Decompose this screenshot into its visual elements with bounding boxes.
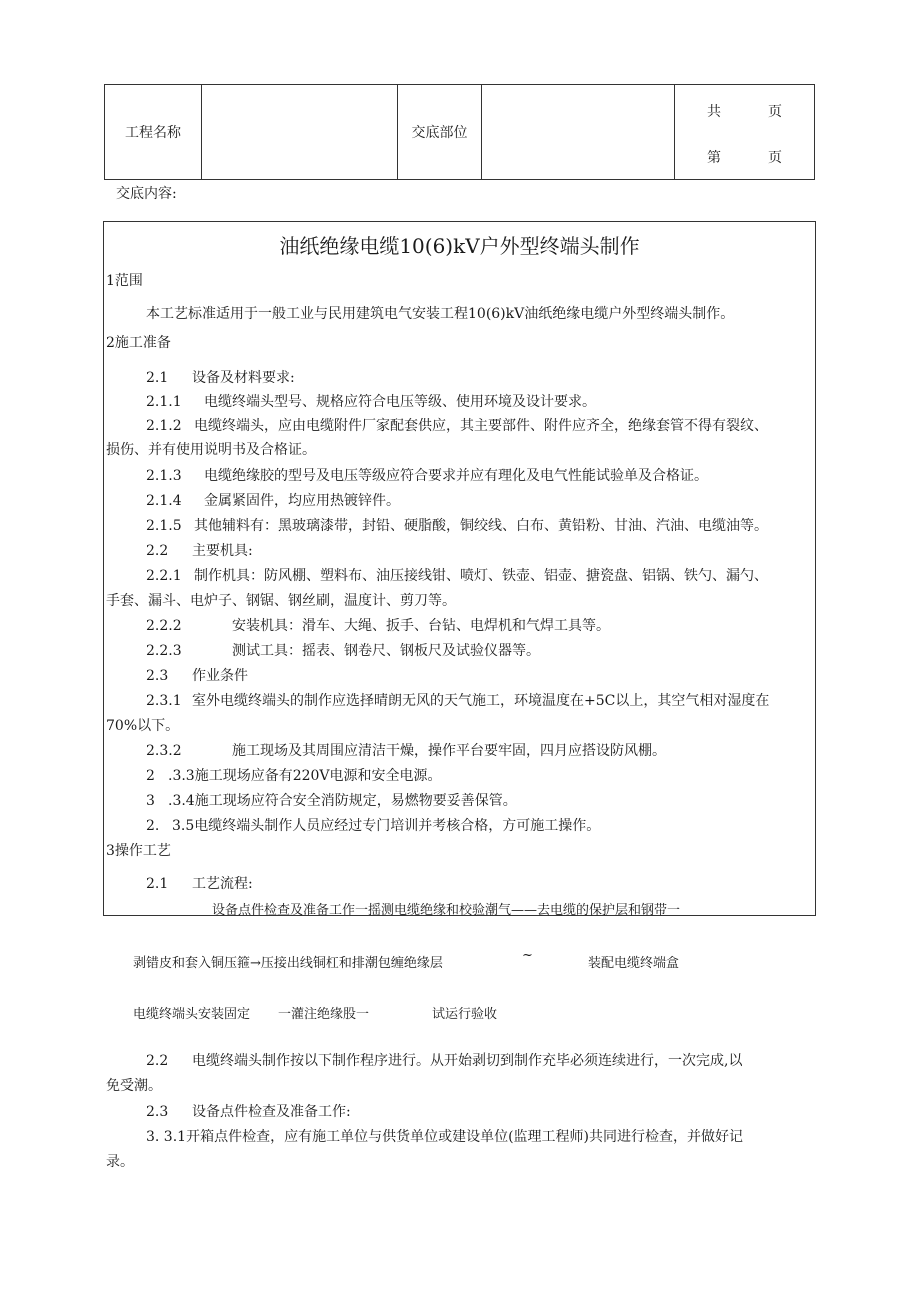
page-number: 第 页 xyxy=(707,150,782,166)
item-2-2-1-cont: 手套、漏斗、电炉子、钢锯、钢丝刷，温度计、剪刀等。 xyxy=(106,593,456,609)
item-2-3-4: 3 .3.4施工现场应符合安全消防规定，易燃物要妥善保管。 xyxy=(146,793,517,809)
item-2-3-5: 2. 3.5电缆终端头制作人员应经过专门培训并考核合格，方可施工操作。 xyxy=(146,818,601,834)
process-flow-tilde: ~ xyxy=(522,948,533,963)
process-flow-line-3a: 电缆终端头安装固定 xyxy=(133,1007,251,1022)
process-flow-line-3b: 一灌注绝缘股一 xyxy=(278,1007,370,1022)
section-1-heading: 1范围 xyxy=(106,273,143,289)
item-2-2b: 2.2 电缆终端头制作按以下制作程序进行。从开始剥切到制作充毕必须连续进行，一次完成,以 xyxy=(146,1053,743,1069)
project-name-label: 工程名称 xyxy=(105,85,202,180)
total-pages: 共 页 xyxy=(707,104,782,120)
item-2-2b-cont: 免受潮。 xyxy=(106,1078,162,1094)
document-title: 油纸绝缘电缆10(6)kV户外型终端头制作 xyxy=(279,234,640,258)
page-count-cell xyxy=(675,85,815,180)
item-2-3b: 2.3 设备点件检查及准备工作: xyxy=(146,1104,351,1120)
section-3-heading: 3操作工艺 xyxy=(106,843,171,859)
item-2-1-5: 2.1.5 其他辅料有：黑玻璃漆带，封铅、硬脂酸，铜绞线、白布、黄铅粉、甘油、汽油、电缆油等。 xyxy=(146,518,768,534)
item-2-1-3: 2.1.3 电缆绝缘胶的型号及电压等级应符合要求并应有理化及电气性能试验单及合格证。 xyxy=(146,468,708,484)
item-2-3-3: 2 .3.3施工现场应备有220V电源和安全电源。 xyxy=(146,768,442,784)
process-flow-line-1: 设备点件检查及准备工作一摇测电缆绝缘和校验潮气——去电缆的保护层和钢带一 xyxy=(212,903,681,918)
item-2-1-2: 2.1.2 电缆终端头，应由电缆附件厂家配套供应，其主要部件、附件应齐全，绝缘套管不得有裂纹、 xyxy=(146,418,768,434)
item-2-3: 2.3 作业条件 xyxy=(146,668,248,684)
item-2-1: 2.1 设备及材料要求: xyxy=(146,370,295,386)
intro-label: 交底内容: xyxy=(116,186,177,202)
item-2-3-1-cont: 70%以下。 xyxy=(106,718,180,734)
item-2-2-3: 2.2.3 测试工具：摇表、钢卷尺、钢板尺及试验仪器等。 xyxy=(146,643,540,659)
item-2-3-1: 2.3.1 室外电缆终端头的制作应选择晴朗无风的天气施工，环境温度在+5C以上，其空气相对湿度在 xyxy=(146,693,770,709)
item-2-2-1: 2.2.1 制作机具：防风棚、塑料布、油压接线钳、喷灯、铁壶、铝壶、搪瓷盘、铝锅、铁勺、漏勺、 xyxy=(146,568,768,584)
process-flow-line-2c: 装配电缆终端盒 xyxy=(588,956,680,971)
item-2-2-2: 2.2.2 安装机具：滑车、大绳、扳手、台钻、电焊机和气焊工具等。 xyxy=(146,618,610,634)
location-value xyxy=(482,85,675,180)
item-3-1: 2.1 工艺流程: xyxy=(146,876,253,892)
content-box xyxy=(103,221,816,916)
section-2-heading: 2施工准备 xyxy=(106,335,171,351)
header-table xyxy=(104,84,815,180)
item-2-1-1: 2.1.1 电缆终端头型号、规格应符合电压等级、使用环境及设计要求。 xyxy=(146,394,596,410)
item-2-1-4: 2.1.4 金属紧固件，均应用热镀锌件。 xyxy=(146,493,400,509)
item-2-2: 2.2 主要机具: xyxy=(146,543,253,559)
item-2-1-2-cont: 损伤、并有使用说明书及合格证。 xyxy=(106,442,316,458)
item-3-3-1-cont: 录。 xyxy=(106,1154,134,1170)
item-2-3-2: 2.3.2 施工现场及其周围应清洁干燥，操作平台要牢固，四月应搭设防风棚。 xyxy=(146,743,666,759)
process-flow-line-2a: 剥错皮和套入铜压箍→压接出线铜杠和排潮包缠绝缘层 xyxy=(133,956,443,971)
location-label: 交底部位 xyxy=(398,85,482,180)
project-name-value xyxy=(202,85,398,180)
item-3-3-1: 3. 3.1开箱点件检查，应有施工单位与供货单位或建设单位(监理工程师)共同进行检查，并做好记 xyxy=(146,1129,743,1145)
section-1-text: 本工艺标准适用于一般工业与民用建筑电气安装工程10(6)kV油纸绝缘电缆户外型终端头制作。 xyxy=(146,306,735,322)
process-flow-line-3c: 试运行验收 xyxy=(432,1007,498,1022)
